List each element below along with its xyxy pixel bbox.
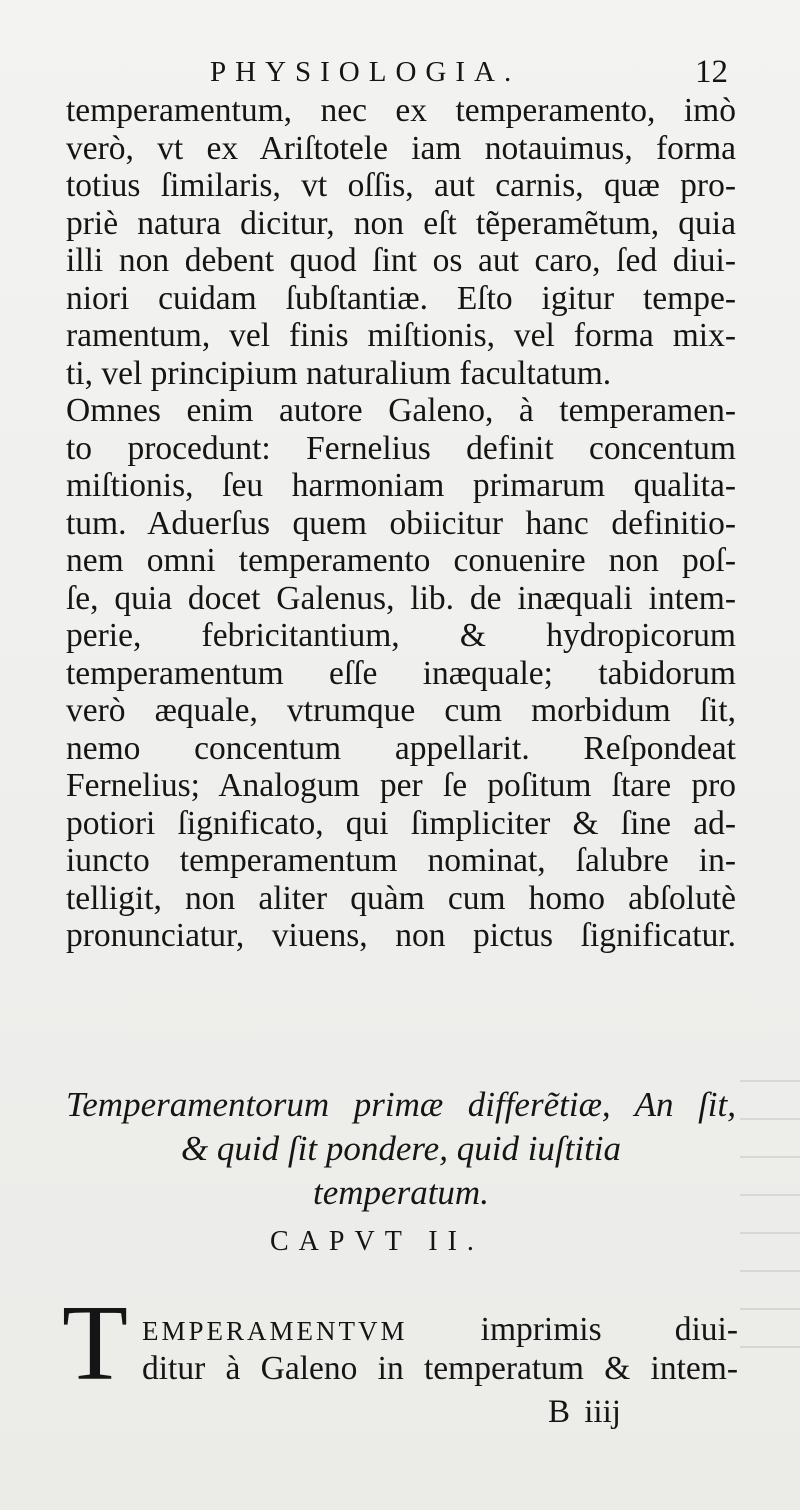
text-line: verò æquale, vtrumque cum morbidum ſit, bbox=[66, 692, 736, 729]
text-line: Omnes enim autore Galeno, à temperamen- bbox=[66, 392, 736, 429]
page-header bbox=[210, 52, 750, 92]
summary-line: Temperamentorum primæ differẽtiæ, An ſit, bbox=[66, 1085, 736, 1124]
text-line: niori cuidam ſubſtantiæ. Eſto igitur tempe- bbox=[66, 279, 736, 317]
smallcaps-word: EMPERAMENTVM bbox=[142, 1316, 408, 1346]
summary-line: & quid ſit pondere, quid iuſtitia bbox=[180, 1129, 622, 1168]
text-line: ti, vel principium naturalium facultatum. bbox=[66, 354, 612, 392]
main-paragraph bbox=[66, 92, 736, 955]
text-line: ramentum, vel finis miſtionis, vel forma mix- bbox=[66, 317, 736, 354]
text-line: pronunciatur, viuens, non pictus ſignificatur. bbox=[66, 917, 736, 954]
text-line: temperamentum, nec ex temperamento, imò bbox=[66, 92, 736, 129]
text-line: Fernelius; Analogum per ſe poſitum ſtare pro bbox=[66, 767, 736, 804]
chapter-opening-paragraph bbox=[142, 1310, 738, 1388]
text-line: priè natura dicitur, non eſt tẽperamẽtum, quia bbox=[66, 204, 736, 242]
text-line: nem omni temperamento conuenire non poſ- bbox=[66, 542, 736, 579]
text-line: ditur à Galeno in temperatum & intem- bbox=[142, 1350, 738, 1387]
signature-mark: B iiij bbox=[548, 1394, 621, 1430]
text-line: telligit, non aliter quàm cum homo abſolutè bbox=[66, 879, 736, 917]
text-line: nemo concentum appellarit. Reſpondeat bbox=[66, 729, 736, 767]
text-line: verò, vt ex Ariſtotele iam notauimus, forma bbox=[66, 129, 736, 167]
text-line: tum. Aduerſus quem obiicitur hanc definitio- bbox=[66, 504, 736, 542]
running-head: PHYSIOLOGIA. bbox=[210, 56, 521, 88]
show-through-texture bbox=[740, 1080, 800, 1380]
summary-line: temperatum. bbox=[313, 1173, 489, 1212]
page-number: 12 bbox=[695, 54, 728, 90]
text-line: to procedunt: Fernelius definit concentum bbox=[66, 429, 736, 467]
text-line: potiori ſignificato, qui ſimpliciter & ſine ad- bbox=[66, 804, 736, 842]
text-line: miſtionis, ſeu harmoniam primarum qualita- bbox=[66, 467, 736, 504]
text-fragment: imprimis diui- bbox=[480, 1311, 739, 1348]
drop-cap-initial: T bbox=[62, 1284, 128, 1403]
text-line: ſe, quia docet Galenus, lib. de inæquali intem- bbox=[66, 579, 736, 617]
text-line: iuncto temperamentum nominat, ſalubre in- bbox=[66, 842, 736, 879]
text-line: totius ſimilaris, vt oſſis, aut carnis, quæ pro- bbox=[66, 167, 736, 204]
text-line: illi non debent quod ſint os aut caro, ſed diui- bbox=[66, 242, 736, 279]
text-line: perie, febricitantium, & hydropicorum bbox=[66, 617, 736, 654]
chapter-summary bbox=[66, 1083, 736, 1215]
text-line: temperamentum eſſe inæquale; tabidorum bbox=[66, 654, 736, 692]
chapter-heading: CAPVT II. bbox=[270, 1226, 484, 1257]
text-line bbox=[142, 1310, 738, 1349]
